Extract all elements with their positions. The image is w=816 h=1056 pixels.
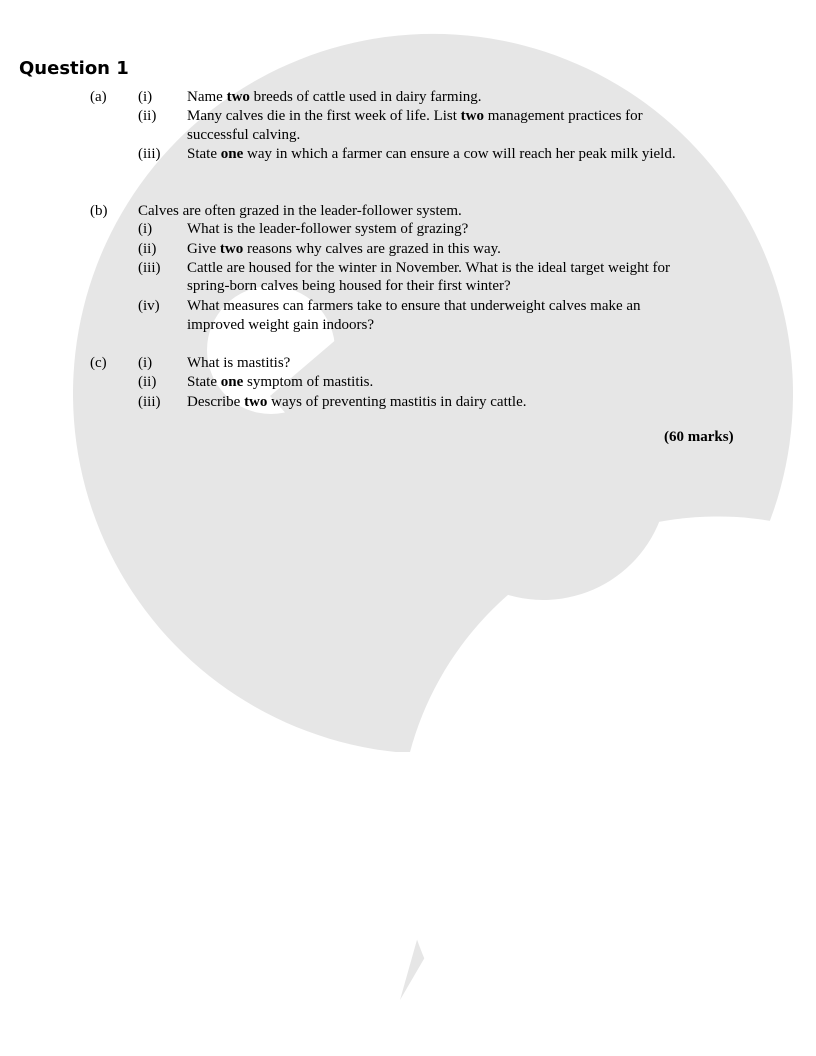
part-a-label: (a) (90, 89, 107, 105)
c-i-number: (i) (138, 355, 153, 371)
b-iv-number: (iv) (138, 298, 160, 314)
part-c-label: (c) (90, 355, 107, 371)
c-iii-number: (iii) (138, 394, 161, 410)
b-i-number: (i) (138, 221, 153, 237)
c-ii-number: (ii) (138, 374, 157, 390)
b-iii-number: (iii) (138, 260, 161, 276)
b-iv-text-line2: improved weight gain indoors? (187, 317, 375, 333)
a-ii-text-line2: successful calving. (187, 127, 301, 143)
c-i-text: What is mastitis? (187, 355, 291, 371)
a-ii-text-line1: Many calves die in the first week of life. List two management practices for (187, 108, 643, 124)
b-ii-text: Give two reasons why calves are grazed in this way. (187, 241, 501, 257)
question-title: Question 1 (19, 58, 129, 79)
b-iii-text-line2: spring-born calves being housed for their first winter? (187, 278, 511, 294)
b-iv-text-line1: What measures can farmers take to ensure that underweight calves make an (187, 298, 641, 314)
a-ii-number: (ii) (138, 108, 157, 124)
c-ii-text: State one symptom of mastitis. (187, 374, 374, 390)
b-ii-number: (ii) (138, 241, 157, 257)
a-i-text: Name two breeds of cattle used in dairy farming. (187, 89, 482, 105)
a-i-number: (i) (138, 89, 153, 105)
marks-total: (60 marks) (664, 429, 734, 445)
a-iii-number: (iii) (138, 146, 161, 162)
c-iii-text: Describe two ways of preventing mastitis in dairy cattle. (187, 394, 527, 410)
a-iii-text: State one way in which a farmer can ensure a cow will reach her peak milk yield. (187, 146, 676, 162)
part-b-label: (b) (90, 203, 108, 219)
b-i-text: What is the leader-follower system of grazing? (187, 221, 469, 237)
b-stem-text: Calves are often grazed in the leader-follower system. (138, 203, 462, 219)
b-iii-text-line1: Cattle are housed for the winter in November. What is the ideal target weight for (187, 260, 671, 276)
